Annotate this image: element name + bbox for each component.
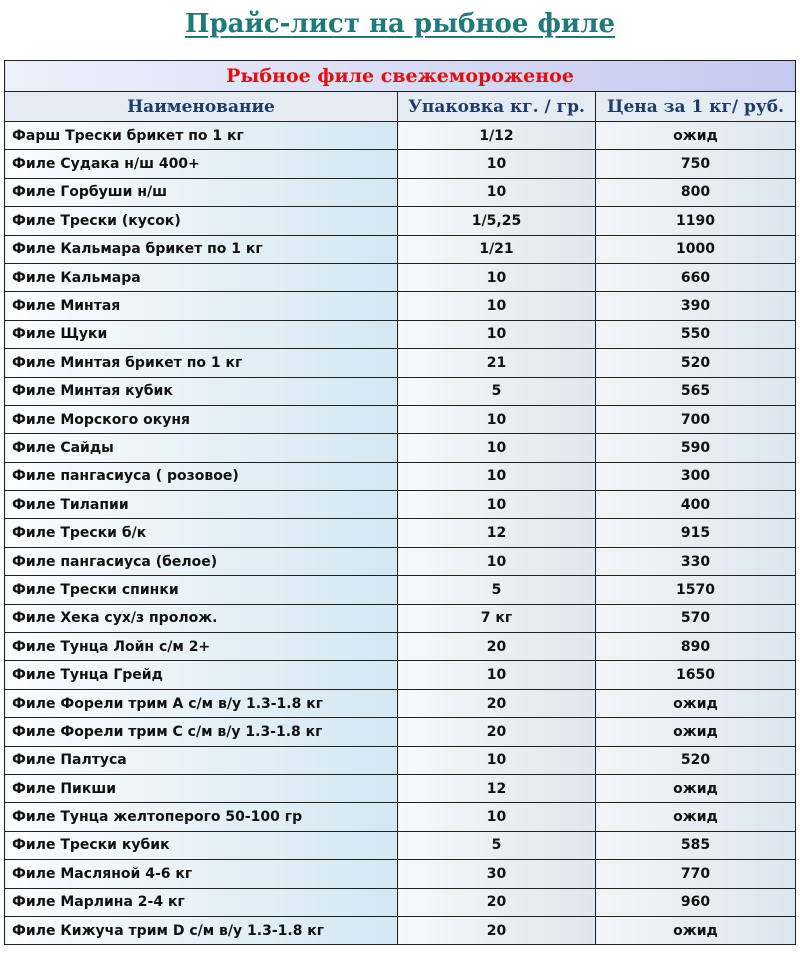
table-row	[5, 292, 796, 320]
column-header-row	[5, 92, 796, 122]
product-name-cell: Филе Марлина 2-4 кг	[5, 888, 398, 916]
product-name-cell: Филе Сайды	[5, 434, 398, 462]
price-cell: 300	[596, 462, 796, 490]
product-name-cell: Фарш Трески брикет по 1 кг	[5, 122, 398, 150]
package-cell: 20	[398, 689, 596, 717]
column-header-price: Цена за 1 кг/ руб.	[596, 92, 796, 122]
product-name-cell: Филе пангасиуса ( розовое)	[5, 462, 398, 490]
package-cell: 20	[398, 718, 596, 746]
price-cell: 1000	[596, 235, 796, 263]
price-cell: 565	[596, 377, 796, 405]
price-cell: ожид	[596, 122, 796, 150]
table-row	[5, 405, 796, 433]
price-cell: 585	[596, 831, 796, 859]
table-body	[5, 122, 796, 945]
package-cell: 7 кг	[398, 604, 596, 632]
price-cell: 400	[596, 491, 796, 519]
table-row	[5, 150, 796, 178]
product-name-cell: Филе Кальмара	[5, 263, 398, 291]
column-header-name: Наименование	[5, 92, 398, 122]
package-cell: 5	[398, 576, 596, 604]
table-row	[5, 831, 796, 859]
table-row	[5, 689, 796, 717]
price-cell: 800	[596, 178, 796, 206]
price-cell: 520	[596, 746, 796, 774]
price-cell: ожид	[596, 689, 796, 717]
package-cell: 1/12	[398, 122, 596, 150]
price-cell: 520	[596, 349, 796, 377]
table-row	[5, 519, 796, 547]
table-row	[5, 916, 796, 944]
price-cell: 660	[596, 263, 796, 291]
price-cell: 390	[596, 292, 796, 320]
price-cell: 330	[596, 547, 796, 575]
product-name-cell: Филе Морского окуня	[5, 405, 398, 433]
product-name-cell: Филе Масляной 4-6 кг	[5, 860, 398, 888]
price-cell: ожид	[596, 916, 796, 944]
package-cell: 10	[398, 150, 596, 178]
product-name-cell: Филе Судака н/ш 400+	[5, 150, 398, 178]
product-name-cell: Филе Палтуса	[5, 746, 398, 774]
package-cell: 10	[398, 462, 596, 490]
table-row	[5, 178, 796, 206]
table-row	[5, 803, 796, 831]
product-name-cell: Филе Тунца Лойн с/м 2+	[5, 633, 398, 661]
table-row	[5, 888, 796, 916]
price-cell: 1650	[596, 661, 796, 689]
product-name-cell: Филе Кижуча трим D с/м в/у 1.3-1.8 кг	[5, 916, 398, 944]
package-cell: 20	[398, 888, 596, 916]
package-cell: 10	[398, 320, 596, 348]
product-name-cell: Филе Минтая брикет по 1 кг	[5, 349, 398, 377]
section-title: Рыбное филе свежемороженое	[5, 61, 796, 92]
package-cell: 10	[398, 803, 596, 831]
product-name-cell: Филе Минтая	[5, 292, 398, 320]
package-cell: 10	[398, 661, 596, 689]
product-name-cell: Филе Кальмара брикет по 1 кг	[5, 235, 398, 263]
package-cell: 5	[398, 831, 596, 859]
package-cell: 10	[398, 491, 596, 519]
table-row	[5, 718, 796, 746]
product-name-cell: Филе Трески кубик	[5, 831, 398, 859]
package-cell: 1/5,25	[398, 207, 596, 235]
product-name-cell: Филе Щуки	[5, 320, 398, 348]
table-row	[5, 576, 796, 604]
price-cell: 890	[596, 633, 796, 661]
price-cell: 570	[596, 604, 796, 632]
product-name-cell: Филе Хека сух/з пролож.	[5, 604, 398, 632]
table-row	[5, 633, 796, 661]
package-cell: 10	[398, 178, 596, 206]
price-cell: 590	[596, 434, 796, 462]
table-row	[5, 349, 796, 377]
price-cell: 960	[596, 888, 796, 916]
product-name-cell: Филе Горбуши н/ш	[5, 178, 398, 206]
package-cell: 10	[398, 746, 596, 774]
price-cell: 1570	[596, 576, 796, 604]
page-title-text: Прайс-лист на рыбное филе	[184, 9, 616, 39]
package-cell: 10	[398, 292, 596, 320]
package-cell: 20	[398, 916, 596, 944]
table-row	[5, 746, 796, 774]
package-cell: 21	[398, 349, 596, 377]
package-cell: 10	[398, 434, 596, 462]
product-name-cell: Филе Минтая кубик	[5, 377, 398, 405]
price-cell: ожид	[596, 803, 796, 831]
table-row	[5, 122, 796, 150]
table-row	[5, 860, 796, 888]
section-title-row	[5, 61, 796, 92]
package-cell: 12	[398, 519, 596, 547]
table-row	[5, 263, 796, 291]
package-cell: 20	[398, 633, 596, 661]
product-name-cell: Филе Трески спинки	[5, 576, 398, 604]
package-cell: 10	[398, 405, 596, 433]
product-name-cell: Филе Форели трим А с/м в/у 1.3-1.8 кг	[5, 689, 398, 717]
product-name-cell: Филе Тунца желтоперого 50-100 гр	[5, 803, 398, 831]
column-header-pack: Упаковка кг. / гр.	[398, 92, 596, 122]
product-name-cell: Филе Тилапии	[5, 491, 398, 519]
price-cell: 700	[596, 405, 796, 433]
table-row	[5, 774, 796, 802]
table-row	[5, 661, 796, 689]
price-cell: 550	[596, 320, 796, 348]
product-name-cell: Филе Тунца Грейд	[5, 661, 398, 689]
table-row	[5, 604, 796, 632]
table-row	[5, 207, 796, 235]
package-cell: 1/21	[398, 235, 596, 263]
table-row	[5, 235, 796, 263]
package-cell: 10	[398, 547, 596, 575]
package-cell: 30	[398, 860, 596, 888]
table-row	[5, 377, 796, 405]
product-name-cell: Филе Пикши	[5, 774, 398, 802]
product-name-cell: Филе Трески б/к	[5, 519, 398, 547]
price-cell: 750	[596, 150, 796, 178]
price-cell: ожид	[596, 718, 796, 746]
package-cell: 5	[398, 377, 596, 405]
price-cell: 770	[596, 860, 796, 888]
table-row	[5, 320, 796, 348]
price-cell: 1190	[596, 207, 796, 235]
page-title	[0, 2, 800, 46]
product-name-cell: Филе Трески (кусок)	[5, 207, 398, 235]
table-row	[5, 491, 796, 519]
table-row	[5, 547, 796, 575]
package-cell: 12	[398, 774, 596, 802]
price-cell: 915	[596, 519, 796, 547]
product-name-cell: Филе пангасиуса (белое)	[5, 547, 398, 575]
price-table	[4, 60, 796, 945]
price-cell: ожид	[596, 774, 796, 802]
product-name-cell: Филе Форели трим С с/м в/у 1.3-1.8 кг	[5, 718, 398, 746]
package-cell: 10	[398, 263, 596, 291]
table-row	[5, 462, 796, 490]
table-row	[5, 434, 796, 462]
